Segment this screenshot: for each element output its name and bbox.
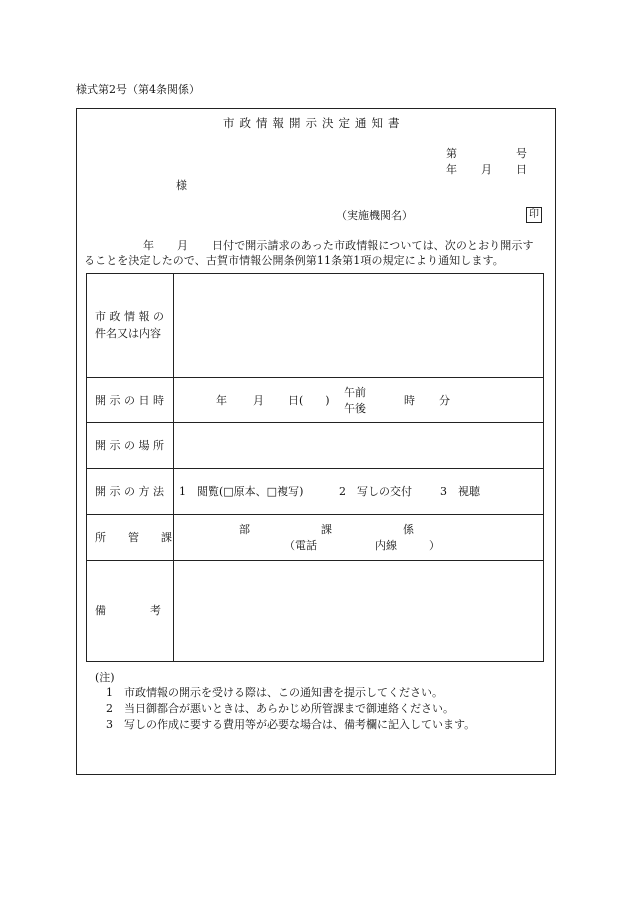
method-option-copy[interactable]: 2 写しの交付 <box>339 485 412 498</box>
date-day: 日 <box>516 163 527 176</box>
method-label: 開 示 の 方 法 <box>95 485 164 498</box>
seal-mark <box>526 207 542 223</box>
item-value[interactable] <box>177 278 537 372</box>
place-value[interactable] <box>177 426 537 464</box>
date-year: 年 <box>446 163 457 176</box>
item-label-line2: 件名又は内容 <box>95 327 161 340</box>
department-label: 所 管 課 <box>95 531 172 544</box>
datetime-label: 開 示 の 日 時 <box>95 394 164 407</box>
document-title: 市政情報開示決定通知書 <box>223 116 405 130</box>
place-label: 開 示 の 場 所 <box>95 439 164 452</box>
notes-heading: (注) <box>95 671 115 684</box>
remarks-value[interactable] <box>177 564 537 658</box>
intro-date-year: 年 <box>143 239 155 252</box>
intro-line2: ることを決定したので、古賀市情報公開条例第11条第1項の規定により通知します。 <box>84 254 504 267</box>
note-item: 1 市政情報の開示を受ける際は、この通知書を提示してください。 <box>106 686 443 699</box>
remarks-label: 備 考 <box>95 604 161 617</box>
item-label-line1: 市 政 情 報 の <box>95 310 164 323</box>
department-ka: 課 <box>321 523 332 536</box>
row-divider <box>87 377 543 378</box>
department-extension: 内線 <box>375 539 397 552</box>
department-phone: （電話 <box>284 539 317 552</box>
number-go: 号 <box>516 147 527 160</box>
note-item: 2 当日御都合が悪いときは、あらかじめ所管課まで御連絡ください。 <box>106 702 454 715</box>
row-divider <box>87 514 543 515</box>
form-id: 様式第2号（第4条関係） <box>76 83 200 96</box>
method-option-inspection[interactable]: 1 閲覧(□原本、□複写) <box>179 485 304 498</box>
datetime-month: 月 <box>253 394 264 407</box>
datetime-minute: 分 <box>439 394 450 407</box>
row-divider <box>87 422 543 423</box>
row-divider <box>87 560 543 561</box>
agency-label: （実施機関名） <box>336 209 413 222</box>
seal-text: 印 <box>526 207 542 223</box>
intro-date-month: 月 <box>177 239 189 252</box>
recipient-suffix: 様 <box>176 179 187 192</box>
department-close-paren: ） <box>429 539 440 552</box>
datetime-year: 年 <box>216 394 227 407</box>
datetime-am: 午前 <box>344 386 366 399</box>
department-bu: 部 <box>239 523 250 536</box>
datetime-hour: 時 <box>404 394 415 407</box>
row-divider <box>87 468 543 469</box>
date-month: 月 <box>481 163 492 176</box>
datetime-pm: 午後 <box>344 402 366 415</box>
datetime-day: 日( ) <box>288 394 330 407</box>
note-item: 3 写しの作成に要する費用等が必要な場合は、備考欄に記入しています。 <box>106 718 476 731</box>
department-kakari: 係 <box>403 523 414 536</box>
number-dai: 第 <box>446 147 457 160</box>
intro-line1: 日付で開示請求のあった市政情報については、次のとおり開示す <box>212 239 534 252</box>
details-table <box>86 273 544 662</box>
method-option-viewing[interactable]: 3 視聴 <box>440 485 480 498</box>
